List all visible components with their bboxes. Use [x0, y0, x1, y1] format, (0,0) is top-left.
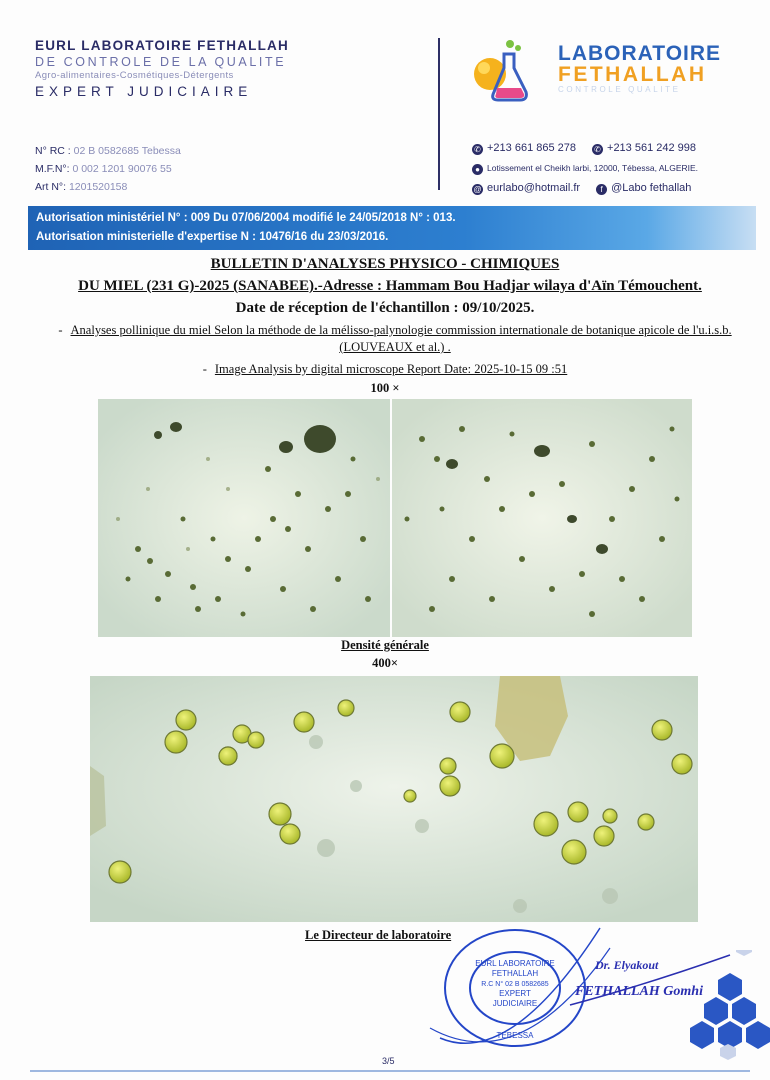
- authorization-line2: Autorisation ministerielle d'expertise N : 10476/16 du 23/03/2016.: [36, 231, 389, 243]
- signature-icon: [565, 945, 735, 1015]
- facebook-icon: f: [596, 184, 607, 195]
- microscope-image-100x-right: [392, 399, 692, 637]
- stamp-inner-line4: EXPERT: [499, 989, 531, 998]
- caption-general-density: Densité générale: [341, 638, 429, 652]
- reception-date: Date de réception de l'échantillon : 09/10/2025.: [235, 300, 535, 316]
- header-divider: [438, 38, 440, 190]
- lab-flask-logo-icon: [470, 36, 532, 106]
- stamp-inner-line5: JUDICIAIRE: [492, 999, 538, 1008]
- authorization-line1: Autorisation ministériel N° : 009 Du 07/06/2004 modifié le 24/05/2018 N° : 013.: [36, 212, 456, 224]
- signature-line2: FETHALLAH Gomhi: [575, 984, 703, 999]
- brand-line2: FETHALLAH: [558, 63, 707, 86]
- phones-row: [472, 138, 698, 158]
- authorization-band: [28, 206, 756, 250]
- address: Lotissement el Cheikh larbi, 12000, Tébessa, ALGERIE.: [487, 163, 699, 173]
- footer-line: [30, 1070, 750, 1072]
- phone-icon: ✆: [472, 144, 483, 155]
- image-analysis-line: - Image Analysis by digital microscope Report Date: 2025-10-15 09 :51: [202, 362, 568, 376]
- bulletin-title: BULLETIN D'ANALYSES PHYSICO - CHIMIQUES: [210, 256, 560, 272]
- company-sectors: Agro-alimentaires-Cosmétiques-Détergents: [35, 70, 234, 81]
- company-block: [35, 38, 335, 99]
- whatsapp-icon: ✆: [592, 144, 603, 155]
- location-pin-icon: ●: [472, 164, 483, 175]
- method-text: Analyses pollinique du miel Selon la méthode de la mélisso-palynologie commission internationale de botanique apicole de l'u.i.s.b. (LOUVEAUX et al.) .: [70, 323, 732, 354]
- brand-line1: LABORATOIRE: [558, 42, 722, 65]
- email: eurlabo@hotmail.fr: [487, 182, 581, 194]
- signature-line1: Dr. Elyakout: [595, 958, 659, 972]
- page-number: 3/5: [382, 1056, 395, 1066]
- registration-ids: [35, 142, 181, 196]
- stamp-inner-line2: FETHALLAH: [491, 969, 539, 978]
- brand-line3: CONTROLE QUALITE: [558, 85, 681, 94]
- method-paragraph: - Analyses pollinique du miel Selon la méthode de la mélisso-palynologie commission internationale de botanique apicole de l'u.i.s.b. (LOUVEAUX et al.) .: [58, 323, 732, 354]
- company-name: EURL LABORATOIRE FETHALLAH: [35, 38, 289, 53]
- rc-row: N° RC : 02 B 0582685 Tebessa: [35, 145, 181, 157]
- microscope-image-100x-left: [98, 399, 390, 637]
- company-expert: EXPERT JUDICIAIRE: [35, 84, 253, 99]
- company-subtitle: DE CONTROLE DE LA QUALITE: [35, 55, 287, 69]
- sample-line: DU MIEL (231 G)-2025 (SANABEE).-Adresse : Hammam Bou Hadjar wilaya d'Aïn Témouchent.: [78, 278, 702, 294]
- magnification-100: 100 ×: [370, 381, 400, 395]
- brand-wordmark: [558, 42, 721, 94]
- phone-1: +213 661 865 278: [487, 142, 577, 154]
- director-label: Le Directeur de laboratoire: [305, 928, 452, 942]
- contact-block: [472, 138, 698, 198]
- stamp-city: TEBESSA: [496, 1031, 534, 1040]
- stamp-inner-line3: R.C N° 02 B 0582685: [481, 981, 549, 988]
- magnification-400: 400×: [372, 656, 398, 670]
- image-analysis-text: Image Analysis by digital microscope Report Date: 2025-10-15 09 :51: [214, 362, 568, 376]
- microscope-image-400x: [90, 676, 698, 922]
- stamp-inner-line1: EURL LABORATOIRE: [475, 959, 555, 968]
- phone-2: +213 561 242 998: [607, 142, 697, 154]
- email-icon: @: [473, 185, 482, 194]
- email-row: [472, 178, 698, 198]
- address-row: [472, 158, 698, 178]
- art-row: Art N°: 1201520158: [35, 181, 128, 193]
- mf-row: M.F.N°: 0 002 1201 90076 55: [35, 163, 172, 175]
- facebook: @Labo fethallah: [611, 182, 692, 194]
